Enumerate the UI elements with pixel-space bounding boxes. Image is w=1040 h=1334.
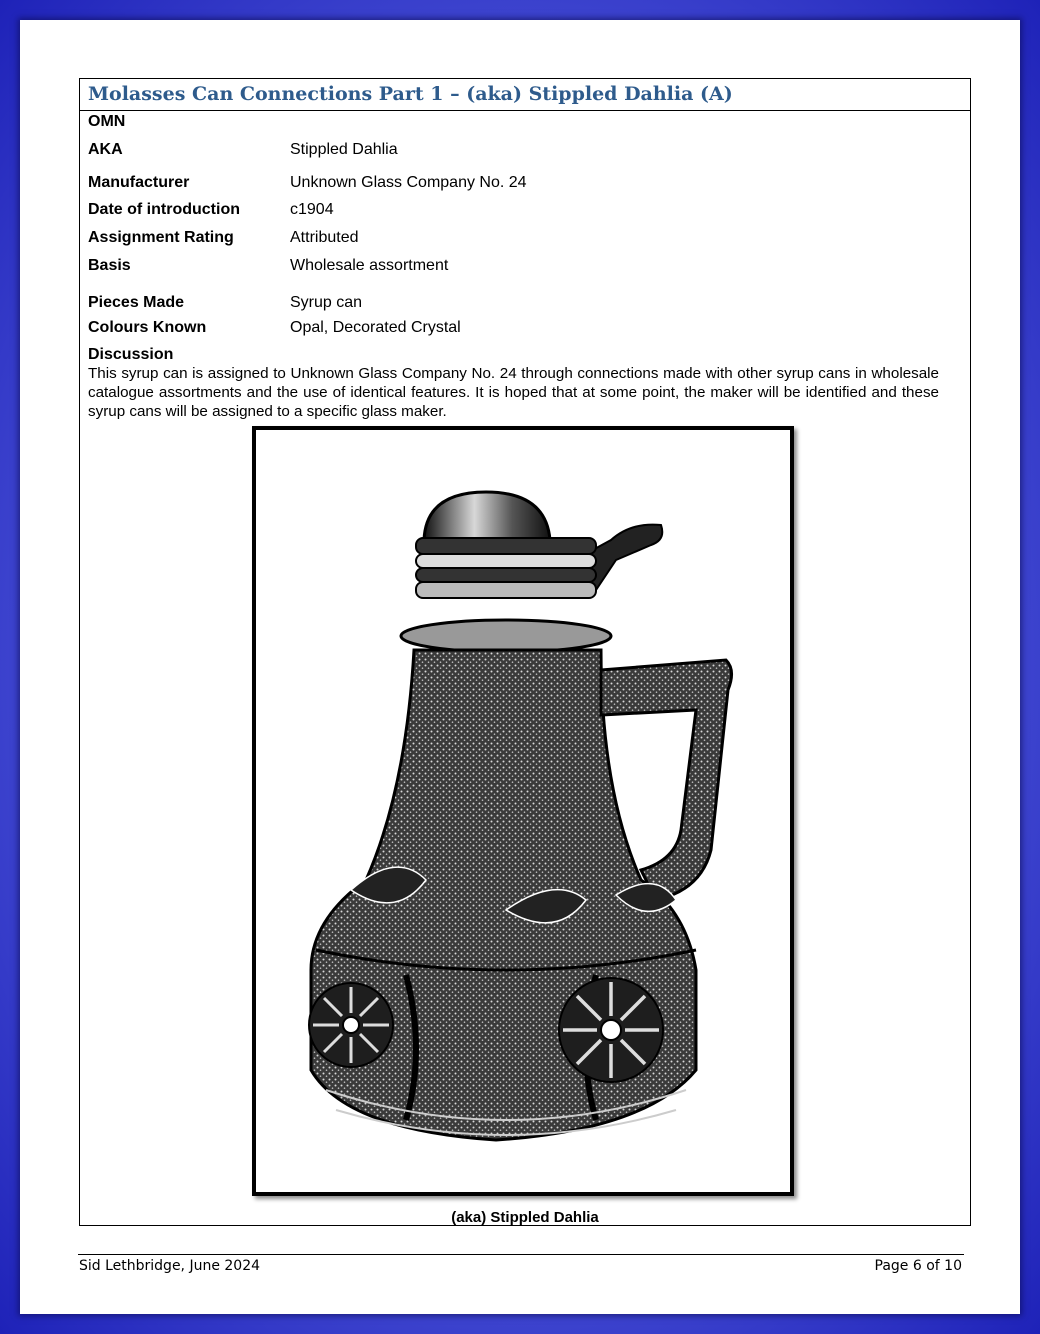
- footer-page-number: Page 6 of 10: [874, 1258, 962, 1274]
- footer-divider: [78, 1254, 964, 1255]
- discussion-heading: Discussion: [88, 346, 174, 363]
- footer-author-date: Sid Lethbridge, June 2024: [79, 1258, 261, 1274]
- page-title: Molasses Can Connections Part 1 – (aka) Stippled Dahlia (A): [80, 79, 970, 111]
- field-value: Attributed: [290, 229, 359, 246]
- field-label: Basis: [88, 257, 131, 274]
- field-label: Manufacturer: [88, 174, 190, 191]
- field-value: Opal, Decorated Crystal: [290, 319, 461, 336]
- image-caption: (aka) Stippled Dahlia: [451, 1209, 599, 1226]
- syrup-can-drawing: [256, 430, 790, 1192]
- field-value: Wholesale assortment: [290, 257, 449, 274]
- syrup-can-illustration: [252, 426, 794, 1196]
- field-label: AKA: [88, 141, 123, 158]
- discussion-text: This syrup can is assigned to Unknown Glass Company No. 24 through connections made with other syrup cans in wholesale catalogue assortments and the use of identical features. It is hoped that at some point, the maker will be identified and these syrup cans will be assigned to a specific glass maker.: [88, 365, 939, 420]
- field-label: Pieces Made: [88, 294, 185, 311]
- field-label: OMN: [88, 113, 126, 130]
- field-label: Assignment Rating: [88, 229, 234, 246]
- field-value: Unknown Glass Company No. 24: [290, 174, 527, 191]
- field-label: Colours Known: [88, 319, 207, 336]
- content-box: [79, 78, 971, 1226]
- field-label: Date of introduction: [88, 201, 240, 218]
- document-page: [20, 20, 1020, 1314]
- field-value: Syrup can: [290, 294, 363, 311]
- field-value: Stippled Dahlia: [290, 141, 398, 158]
- field-value: c1904: [290, 201, 334, 218]
